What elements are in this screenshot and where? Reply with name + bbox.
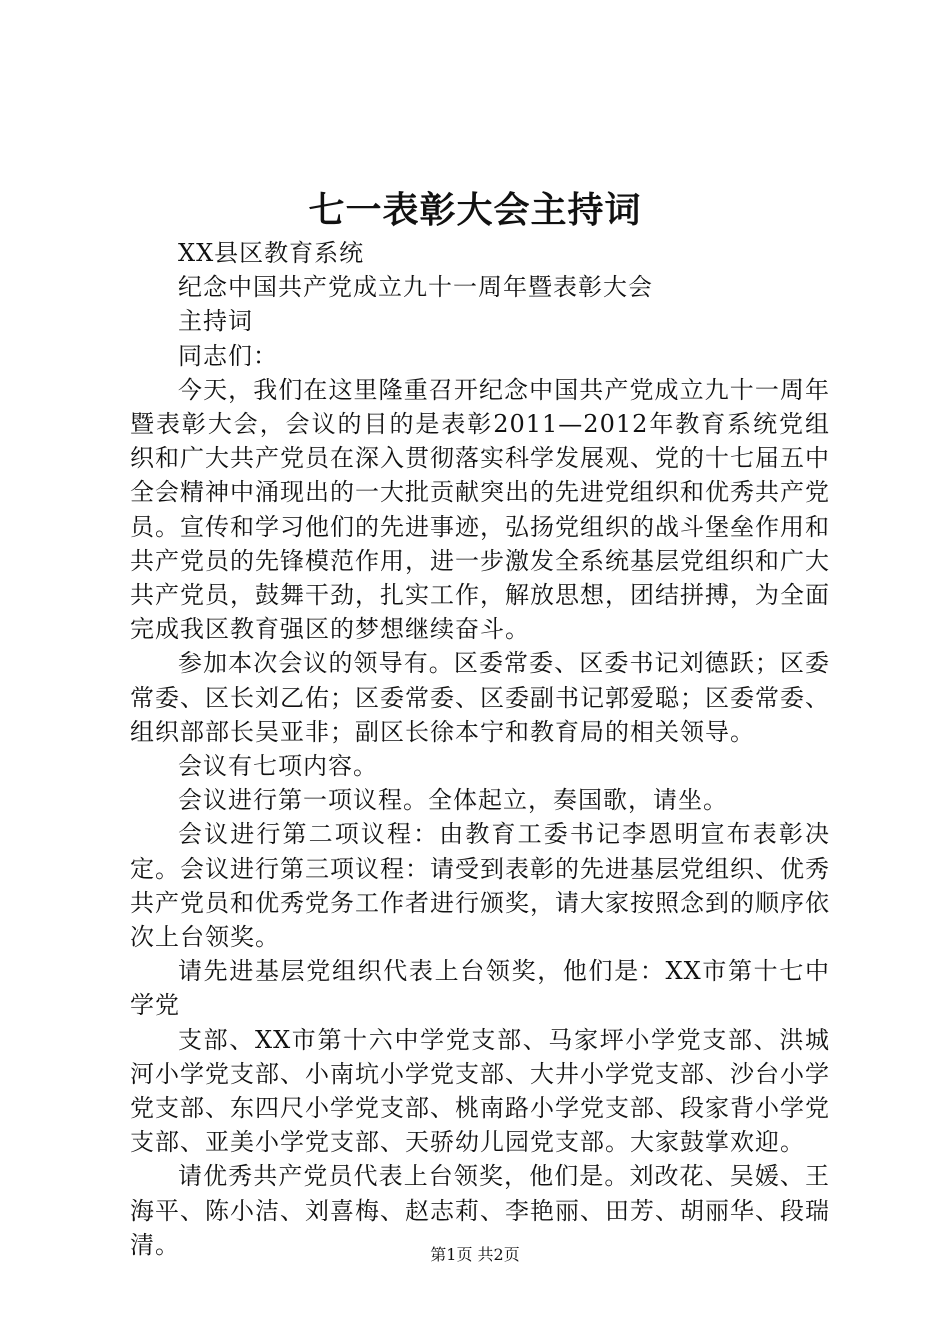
paragraph-opening: 今天，我们在这里隆重召开纪念中国共产党成立九十一周年暨表彰大会，会议的目的是表彰2011—2012年教育系统党组织和广大共产党员在深入贯彻落实科学发展观、党的十七届五中全会精神中涌现出的一大批贡献突出的先进党组织和优秀共产党员。宣传和学习他们的先进事迹，弘扬党组织的战斗堡垒作用和共产党员的先锋模范作用，进一步激发全系统基层党组织和广大共产党员，鼓舞干劲，扎实工作，解放思想，团结拼搏，为全面完成我区教育强区的梦想继续奋斗。 [130, 375, 830, 644]
paragraph-agenda-1: 会议进行第一项议程。全体起立，奏国歌，请坐。 [178, 786, 728, 815]
page-footer: 第1页 共2页 [430, 1245, 520, 1264]
document-body [130, 236, 830, 1262]
paragraph-leaders: 参加本次会议的领导有。区委常委、区委书记刘德跃；区委常委、区长刘乙佑；区委常委、区委副书记郭爱聪；区委常委、组织部部长吴亚非；副区长徐本宁和教育局的相关领导。 [130, 649, 830, 746]
paragraph-agenda-2-3: 会议进行第二项议程：由教育工委书记李恩明宣布表彰决定。会议进行第三项议程：请受到表彰的先进基层党组织、优秀共产党员和优秀党务工作者进行颁奖，请大家按照念到的顺序依次上台领奖。 [130, 820, 830, 952]
paragraph-award-orgs-list: 支部、XX市第十六中学党支部、马家坪小学党支部、洪城河小学党支部、小南坑小学党支部、大井小学党支部、沙台小学党支部、东四尺小学党支部、桃南路小学党支部、段家背小学党支部、亚美小学党支部、天骄幼儿园党支部。大家鼓掌欢迎。 [130, 1025, 830, 1157]
paragraph-award-orgs-intro: 请先进基层党组织代表上台领奖，他们是：XX市第十七中学党 [130, 957, 830, 1020]
paragraph-agenda-count: 会议有七项内容。 [178, 752, 378, 781]
paragraph-award-members: 请优秀共产党员代表上台领奖，他们是。刘改花、吴媛、王海平、陈小洁、刘喜梅、赵志莉、李艳丽、田芳、胡丽华、段瑞清。 [130, 1162, 830, 1259]
paragraph-org: XX县区教育系统 [178, 239, 365, 267]
document-title: 七一表彰大会主持词 [308, 189, 642, 231]
paragraph-subtitle: 主持词 [178, 307, 253, 336]
paragraph-salutation: 同志们： [178, 341, 278, 370]
paragraph-event: 纪念中国共产党成立九十一周年暨表彰大会 [178, 273, 653, 302]
